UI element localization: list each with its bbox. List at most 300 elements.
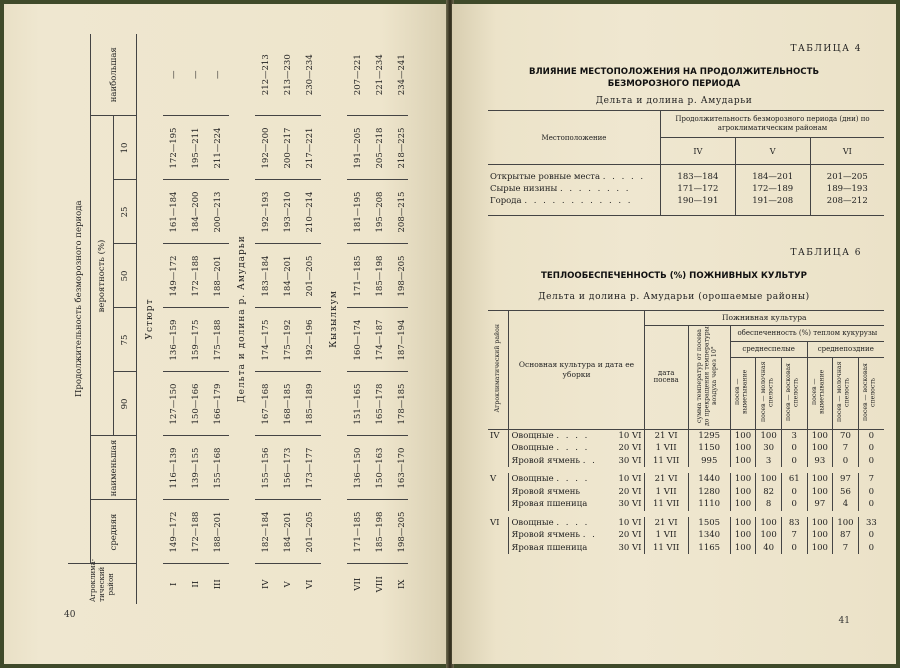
table-row [488,486,884,499]
value-cell: 174—187 [369,308,391,372]
value-cell: 218—225 [391,116,408,180]
table-row [185,34,207,604]
value-cell: 192—200 [255,116,277,180]
left-page [4,4,448,664]
t6-h-corn: обеспеченность (%) теплом кукурузы [730,326,884,342]
sowing-date: 11 VII [644,542,688,555]
sowing-date: 1 VII [644,486,688,499]
value-cell: 160—174 [347,308,369,372]
value-cell: 212—213 [255,34,277,116]
value-cell: 100 [807,442,833,455]
value-cell: 191—205 [347,116,369,180]
sowing-date: 21 VI [644,429,688,442]
value-cell: 100 [730,514,756,530]
value-cell: 93 [807,455,833,471]
location-name: Города [490,196,522,206]
page-number-right: 41 [838,616,850,626]
table-row [369,34,391,604]
table-spacer [488,207,884,215]
value-cell: 167—168 [255,372,277,436]
value-cell: 0 [858,486,884,499]
value-cell: 100 [730,529,756,542]
rotated-table-frame [68,34,408,604]
table-row [488,470,884,486]
crop-name: Овощные [511,443,554,453]
value-cell: 70 [833,429,859,442]
harvest-date: 30 VI [618,499,642,509]
section-row [137,34,164,604]
value-cell: 7 [858,470,884,486]
location-cell [488,165,661,184]
value-cell: 150—166 [185,372,207,436]
value-cell: 201—205 [299,244,321,308]
spacer-cell [488,207,661,215]
value-cell: 82 [756,486,782,499]
crop-name: Яровая пшеница [511,499,588,509]
value-cell: — [207,34,229,116]
t6-h-aftercrop: Пожнивная культура [644,311,884,326]
header-main: Продолжительность безморозного периода [68,34,91,564]
harvest-date: 30 VI [618,455,642,466]
value-cell: 100 [730,429,756,442]
value-cell: 0 [833,455,859,471]
sowing-date: 11 VII [644,455,688,471]
region-cell [488,442,509,455]
leader-dots: . . . . . [602,172,646,182]
value-cell: 192—193 [255,180,277,244]
harvest-date: 20 VI [618,443,642,453]
t6-h-region [488,311,509,430]
leader-dots: . . [582,455,597,466]
location-cell [488,183,661,195]
value-cell: 200—217 [277,116,299,180]
value-cell: 217—221 [299,116,321,180]
header-p90: 90 [114,372,137,436]
t6-h-sowing: дата посева [644,326,688,430]
section-row [321,34,347,604]
value-cell: 198—205 [391,500,408,564]
value-cell: 150—163 [369,436,391,500]
location-name: Открытые ровные места [490,172,601,182]
value-cell: 168—185 [277,372,299,436]
value-cell: 0 [858,442,884,455]
value-cell: 172—189 [735,183,810,195]
table4-region-iv: IV [661,138,736,165]
spacer-cell [661,207,736,215]
section-title: Устюрт [145,298,155,340]
region-cell [488,529,509,542]
value-cell: 185—198 [369,500,391,564]
value-cell: 221—234 [369,34,391,116]
value-cell: 171—185 [347,500,369,564]
value-cell: 56 [833,486,859,499]
value-cell: 0 [781,542,807,555]
value-cell: 184—201 [735,165,810,184]
sowing-date: 11 VII [644,498,688,514]
t6-h-sum-text: сумма температур от посева до прекращения температуры воздуха через 10° [696,326,719,426]
table6-label: ТАБЛИЦА 6 [790,248,862,258]
value-cell: 190—191 [661,195,736,207]
table6-caption: ТЕПЛООБЕСПЕЧЕННОСТЬ (%) ПОЖНИВНЫХ КУЛЬТУР [541,271,807,281]
value-cell: 155—168 [207,436,229,500]
sowing-date: 1 VII [644,529,688,542]
value-cell: 100 [756,514,782,530]
value-cell: 185—198 [369,244,391,308]
crop-name: Овощные [511,517,554,528]
table-row [488,514,884,530]
value-cell: 0 [858,542,884,555]
table-row [255,34,277,604]
value-cell: 155—156 [255,436,277,500]
value-cell: 175—192 [277,308,299,372]
crop-cell [509,542,644,555]
value-cell: 0 [858,498,884,514]
value-cell: 213—230 [277,34,299,116]
table-row [488,498,884,514]
crop-cell [509,455,644,471]
header-min: наименьшая [91,436,137,500]
value-cell: 100 [730,486,756,499]
value-cell: 87 [833,529,859,542]
temperature-sum: 1165 [688,542,730,555]
value-cell: 100 [730,498,756,514]
harvest-date: 10 VI [618,517,642,528]
region-cell: VIII [375,576,385,593]
rotated-table-content [68,34,408,604]
temperature-sum: 1295 [688,429,730,442]
table6-subtitle: Дельта и долина р. Амударьи (орошаемые районы) [538,292,810,302]
value-cell: 100 [730,470,756,486]
value-cell: 149—172 [163,500,185,564]
header-max: наибольшая [91,34,137,116]
value-cell: 201—205 [299,500,321,564]
region-cell: V [283,581,293,588]
leader-dots: . . . . [556,474,590,484]
value-cell: 83 [781,514,807,530]
value-cell: 174—175 [255,308,277,372]
value-cell: 100 [756,470,782,486]
value-cell: 0 [781,442,807,455]
table4-region-vi: VI [810,138,884,165]
table4-body [488,165,884,216]
table-row [488,165,884,184]
value-cell: 0 [781,486,807,499]
table-row [391,34,408,604]
table-row [488,455,884,471]
region-cell: VI [305,579,315,589]
value-cell: 181—195 [347,180,369,244]
value-cell: 0 [781,455,807,471]
t6-h-main-crop: Основная культура и дата ее уборки [509,311,644,430]
value-cell: 195—211 [185,116,207,180]
header-p75: 75 [114,308,137,372]
crop-cell [509,514,644,530]
table-row [277,34,299,604]
table-row [207,34,229,604]
table4-caption-line1: ВЛИЯНИЕ МЕСТОПОЛОЖЕНИЯ НА ПРОДОЛЖИТЕЛЬНОСТЬ [528,67,820,77]
temperature-sum: 995 [688,455,730,471]
value-cell: 30 [756,442,782,455]
value-cell: 183—184 [661,165,736,184]
region-cell: IV [261,579,271,589]
frost-free-period-table [68,34,408,604]
value-cell: 7 [833,542,859,555]
harvest-date: 10 VI [618,430,642,441]
value-cell: 172—188 [185,500,207,564]
value-cell: 195—208 [369,180,391,244]
leader-dots: . . [582,530,597,540]
value-cell: 149—172 [163,244,185,308]
value-cell: — [185,34,207,116]
value-cell: 184—201 [277,244,299,308]
value-cell: 7 [781,529,807,542]
temperature-sum: 1280 [688,486,730,499]
value-cell: 182—184 [255,500,277,564]
table-row [163,34,185,604]
section-title: Кызылкум [329,290,339,348]
value-cell: 191—208 [735,195,810,207]
table4-col-group: Продолжительность безморозного периода (дни) по агроклиматическим районам [661,111,885,138]
leader-dots: . . . . [556,517,590,528]
t6-h-s3 [781,357,807,429]
harvest-date: 10 VI [618,474,642,484]
value-cell: 171—172 [661,183,736,195]
spacer-cell [810,207,884,215]
table4-caption-line2: БЕЗМОРОЗНОГО ПЕРИОДА [607,79,741,89]
value-cell: 97 [833,470,859,486]
location-cell [488,195,661,207]
value-cell: 4 [833,498,859,514]
crop-name: Овощные [511,430,554,441]
table-row [488,529,884,542]
crop-name: Яровая пшеница [511,542,588,553]
value-cell: 100 [756,529,782,542]
leader-dots: . . . . . . . . . . . . [524,196,633,206]
crop-name: Яровой ячмень [511,486,581,497]
value-cell: 3 [756,455,782,471]
table-row [488,542,884,555]
t6-h-s2-text: посев — молочная спелость [759,361,775,423]
value-cell: 100 [833,514,859,530]
t6-h-sum [688,326,730,430]
value-cell: 184—200 [185,180,207,244]
table4-label: ТАБЛИЦА 4 [790,44,862,54]
region-cell: IX [397,579,407,589]
temperature-sum: 1440 [688,470,730,486]
value-cell: 188—201 [207,244,229,308]
crop-name: Яровой ячмень [511,530,581,540]
value-cell: 100 [807,486,833,499]
temperature-sum: 1505 [688,514,730,530]
value-cell: 175—188 [207,308,229,372]
value-cell: 161—184 [163,180,185,244]
value-cell: 201—205 [810,165,884,184]
region-cell [488,486,509,499]
spacer-cell [735,207,810,215]
value-cell: 210—214 [299,180,321,244]
value-cell: 178—185 [391,372,408,436]
value-cell: 207—221 [347,34,369,116]
sowing-date: 1 VII [644,442,688,455]
header-avg: средняя [91,500,137,564]
region-cell [488,542,509,555]
table4 [488,110,884,216]
table6 [488,310,884,554]
crop-name: Овощные [511,474,554,484]
region-cell [488,498,509,514]
sowing-date: 21 VI [644,470,688,486]
value-cell: 185—189 [299,372,321,436]
value-cell: 97 [807,498,833,514]
table4-col-location: Местоположение [488,111,661,165]
t6-h-s4 [807,357,833,429]
value-cell: 189—193 [810,183,884,195]
value-cell: 100 [807,514,833,530]
value-cell: 172—188 [185,244,207,308]
value-cell: 187—194 [391,308,408,372]
region-cell: IV [490,430,500,441]
crop-name: Яровой ячмень [511,455,581,466]
value-cell: 0 [781,498,807,514]
value-cell: 7 [833,442,859,455]
value-cell: 0 [858,529,884,542]
value-cell: 166—179 [207,372,229,436]
value-cell: 3 [781,429,807,442]
value-cell: 230—234 [299,34,321,116]
crop-cell [509,498,644,514]
value-cell: 234—241 [391,34,408,116]
value-cell: 151—165 [347,372,369,436]
value-cell: 0 [858,429,884,442]
header-region: Агроклима-тический район [68,564,137,604]
t6-h-s4-text: посев — выметывание [810,369,826,414]
crop-cell [509,529,644,542]
value-cell: 173—177 [299,436,321,500]
value-cell: 100 [807,529,833,542]
value-cell: 0 [858,455,884,471]
t6-h-mid-late: среднепоздние [807,341,884,357]
leader-dots: . . . . [556,443,590,453]
region-cell: II [191,580,201,588]
t6-h-s3-text: посев — восковая спелость [785,362,800,421]
value-cell: 159—175 [185,308,207,372]
value-cell: 100 [807,470,833,486]
t6-h-s6-text: посев — восковая спелость [862,362,877,421]
region-cell: III [213,579,223,590]
value-cell: 188—201 [207,500,229,564]
crop-cell [509,486,644,499]
leader-dots: . . . . [556,430,590,441]
value-cell: 100 [807,542,833,555]
right-page [452,4,896,664]
value-cell: 198—205 [391,244,408,308]
value-cell: 171—185 [347,244,369,308]
crop-cell [509,470,644,486]
table-row [488,429,884,442]
t6-h-s1-text: посев — выметывание [734,369,749,414]
value-cell: 100 [730,455,756,471]
region-cell: VI [490,517,500,528]
region-cell: VII [353,577,363,591]
t6-h-s2 [756,357,782,429]
temperature-sum: 1150 [688,442,730,455]
table6-body [488,429,884,554]
value-cell: 193—210 [277,180,299,244]
leader-dots: . . . . . . . . [559,184,631,194]
harvest-date: 20 VI [618,486,642,497]
table4-region-v: V [735,138,810,165]
region-cell: V [490,474,497,484]
value-cell: 136—150 [347,436,369,500]
t6-h-mid-early: среднеспелые [730,341,807,357]
value-cell: 208—212 [810,195,884,207]
value-cell: 100 [756,429,782,442]
value-cell: 139—155 [185,436,207,500]
harvest-date: 30 VI [618,542,642,553]
header-p50: 50 [114,244,137,308]
temperature-sum: 1110 [688,498,730,514]
t6-h-s6 [858,357,884,429]
table-row [488,195,884,207]
table-row [299,34,321,604]
table-row [347,34,369,604]
temperature-sum: 1340 [688,529,730,542]
value-cell: 100 [730,442,756,455]
value-cell: 8 [756,498,782,514]
region-cell [488,455,509,471]
value-cell: 183—184 [255,244,277,308]
t6-h-s5 [833,357,859,429]
value-cell: 100 [730,542,756,555]
table4-subtitle: Дельта и долина р. Амударьи [595,96,753,106]
value-cell: 184—201 [277,500,299,564]
value-cell: 156—173 [277,436,299,500]
t6-h-s1 [730,357,756,429]
crop-cell [509,442,644,455]
section-title: Дельта и долина р. Амударьи [237,235,247,403]
header-p10: 10 [114,116,137,180]
table-row [488,183,884,195]
crop-cell [509,429,644,442]
page-number-left: 40 [64,610,76,620]
value-cell: 33 [858,514,884,530]
value-cell: 165—178 [369,372,391,436]
frost-table-body [137,34,409,604]
sowing-date: 21 VI [644,514,688,530]
table-row [488,442,884,455]
value-cell: 116—139 [163,436,185,500]
value-cell: — [163,34,185,116]
t6-h-region-text: Агроклиматический район [494,324,502,413]
value-cell: 100 [807,429,833,442]
value-cell: 205—218 [369,116,391,180]
value-cell: 208—215 [391,180,408,244]
harvest-date: 20 VI [618,530,642,540]
value-cell: 211—224 [207,116,229,180]
table4-caption [472,66,876,90]
value-cell: 136—159 [163,308,185,372]
value-cell: 200—213 [207,180,229,244]
section-row [229,34,255,604]
value-cell: 127—150 [163,372,185,436]
value-cell: 172—195 [163,116,185,180]
location-name: Сырые низины [490,184,558,194]
value-cell: 40 [756,542,782,555]
header-p25: 25 [114,180,137,244]
region-cell: I [169,582,179,586]
t6-h-s5-text: посев — молочная спелость [836,361,851,423]
value-cell: 163—170 [391,436,408,500]
